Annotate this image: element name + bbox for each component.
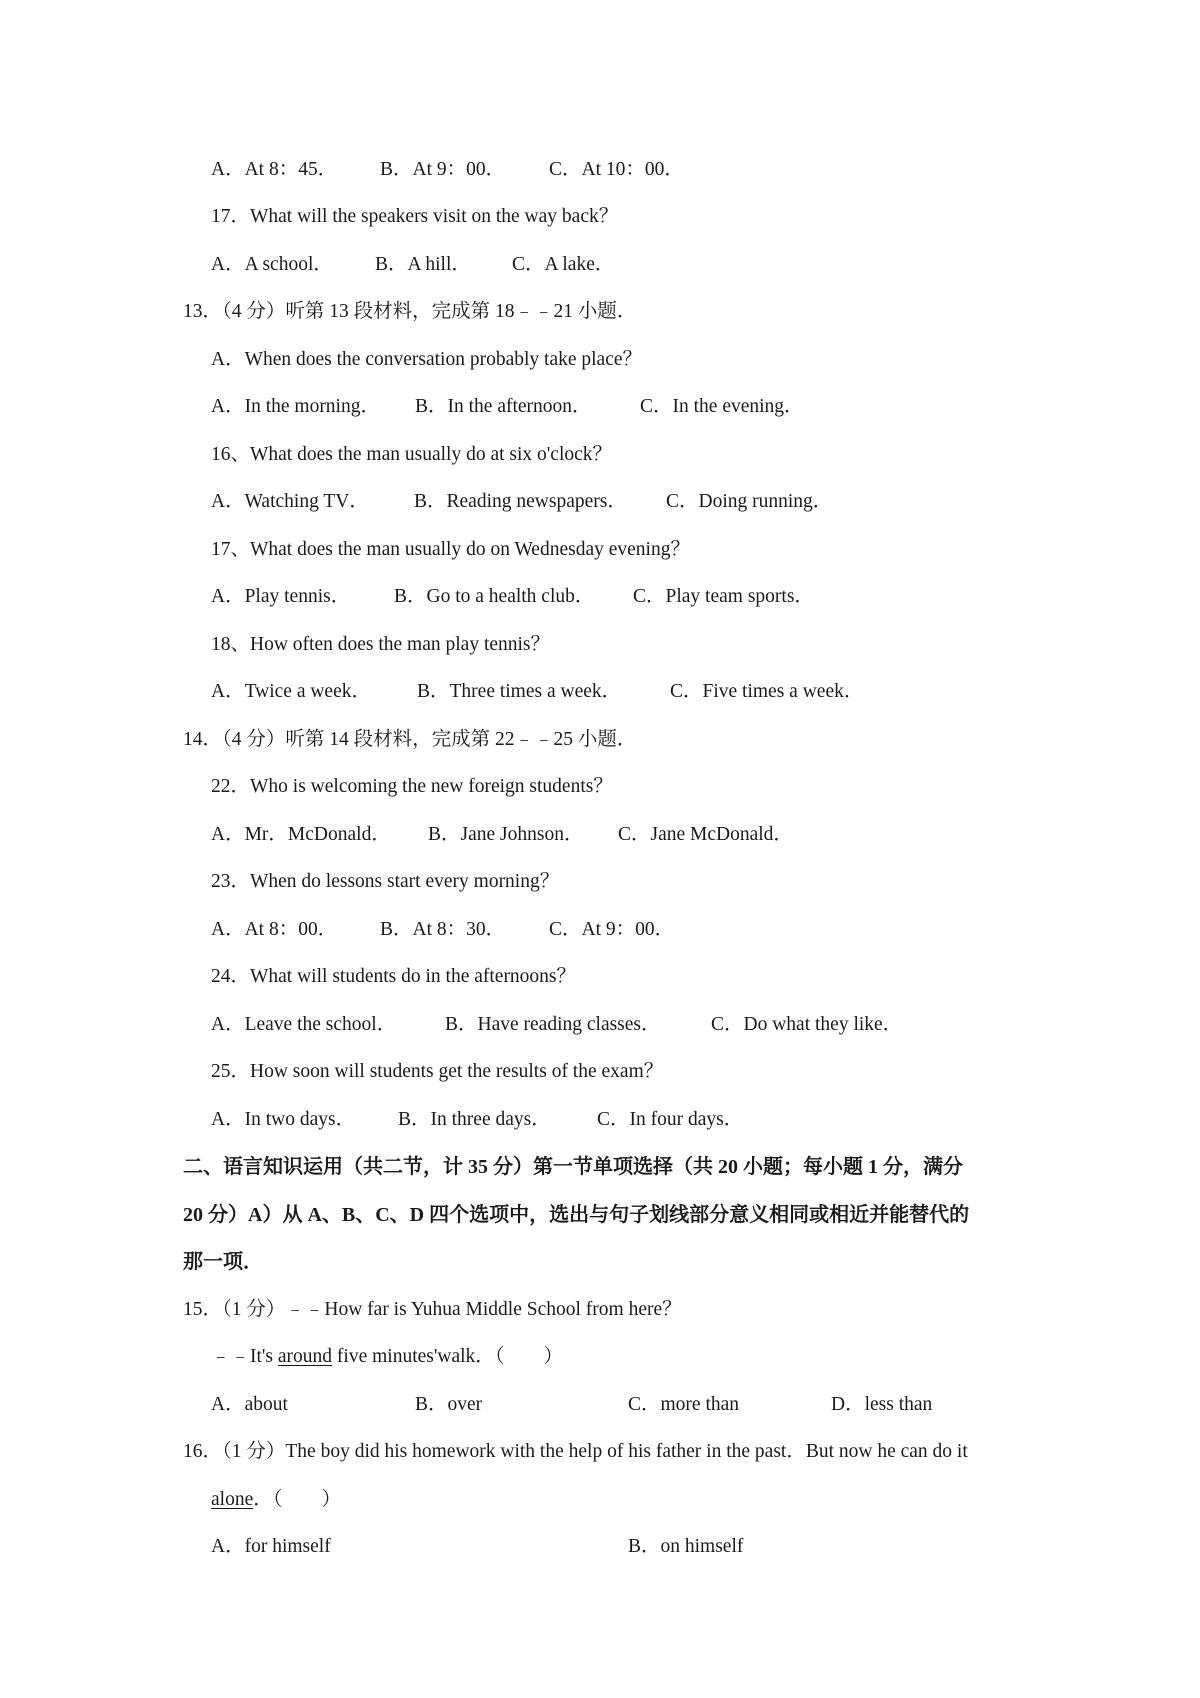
option-a: A．for himself <box>211 1536 331 1557</box>
option-b: B．In the afternoon． <box>415 396 592 417</box>
option-c: C．A lake． <box>512 254 615 275</box>
option-a: A．about <box>211 1394 288 1415</box>
section-13-heading: 13．（4 分）听第 13 段材料，完成第 18﹣﹣21 小题． <box>183 301 637 322</box>
option-b: B．Three times a week． <box>417 681 622 702</box>
question-17: 17．What will the speakers visit on the way back？ <box>211 206 619 227</box>
question-22: 22．Who is welcoming the new foreign students？ <box>211 776 613 797</box>
question-18b: 18、How often does the man play tennis？ <box>211 634 551 655</box>
question-16-prompt: 16．（1 分）The boy did his homework with the help of his father in the past．But now he can do it <box>183 1441 968 1462</box>
part-two-heading-line2: 20 分）A）从 A、B、C、D 四个选项中，选出与句子划线部分意义相同或相近并能替代的 <box>183 1204 970 1226</box>
option-b: B．A hill． <box>375 254 471 275</box>
option-b: B．on himself <box>628 1536 744 1557</box>
question-17b: 17、What does the man usually do on Wednesday evening？ <box>211 539 690 560</box>
option-c: C．At 10：00． <box>549 159 684 180</box>
option-a: A．Play tennis． <box>211 586 351 607</box>
option-c: C．At 9：00． <box>549 919 675 940</box>
option-b: B．Jane Johnson． <box>428 824 584 845</box>
option-a: A．Leave the school． <box>211 1014 397 1035</box>
option-c: C．Doing running． <box>666 491 833 512</box>
option-a: A．At 8：45． <box>211 159 338 180</box>
part-two-heading-line1: 二、语言知识运用（共二节，计 35 分）第一节单项选择（共 20 小题；每小题 1 分，满分 <box>183 1156 963 1178</box>
answer-suffix: ．（ ） <box>253 1489 341 1510</box>
answer-suffix: five minutes'walk．（ ） <box>332 1346 564 1367</box>
option-b: B．At 8：30． <box>380 919 506 940</box>
question-23: 23．When do lessons start every morning？ <box>211 871 560 892</box>
option-b: B．over <box>415 1394 483 1415</box>
option-a: A．A school． <box>211 254 333 275</box>
option-b: B．In three days． <box>398 1109 551 1130</box>
option-d: D．less than <box>831 1394 933 1415</box>
question-16b: 16、What does the man usually do at six o'clock？ <box>211 444 613 465</box>
option-b: B．Reading newspapers． <box>414 491 627 512</box>
option-a: A．In two days． <box>211 1109 356 1130</box>
option-c: C．In the evening． <box>640 396 804 417</box>
option-a: A．Mr．McDonald． <box>211 824 391 845</box>
part-two-heading-line3: 那一项． <box>183 1251 263 1273</box>
option-a: A．Twice a week． <box>211 681 371 702</box>
option-a: A．Watching TV． <box>211 491 369 512</box>
question-13a: A．When does the conversation probably take place？ <box>211 349 643 370</box>
underlined-word: alone <box>211 1489 254 1510</box>
question-15-prompt: 15．（1 分）﹣﹣How far is Yuhua Middle School from here？ <box>183 1299 682 1320</box>
option-c: C．more than <box>628 1394 740 1415</box>
question-25: 25．How soon will students get the results of the exam？ <box>211 1061 664 1082</box>
option-c: C．Do what they like． <box>711 1014 903 1035</box>
option-a: A．At 8：00． <box>211 919 338 940</box>
option-b: B．Go to a health club． <box>394 586 595 607</box>
option-c: C．Play team sports． <box>633 586 814 607</box>
option-b: B．At 9：00． <box>380 159 506 180</box>
question-15-answer-line <box>211 1342 563 1372</box>
option-c: C．Five times a week． <box>670 681 864 702</box>
underlined-word: around <box>277 1346 333 1367</box>
section-14-heading: 14．（4 分）听第 14 段材料，完成第 22﹣﹣25 小题． <box>183 729 637 750</box>
question-16-continuation <box>211 1485 341 1515</box>
option-c: C．Jane McDonald． <box>618 824 793 845</box>
question-24: 24．What will students do in the afternoons？ <box>211 966 577 987</box>
answer-prefix: ﹣﹣It's <box>211 1346 278 1367</box>
option-b: B．Have reading classes． <box>445 1014 661 1035</box>
option-a: A．In the morning． <box>211 396 380 417</box>
option-c: C．In four days． <box>597 1109 744 1130</box>
